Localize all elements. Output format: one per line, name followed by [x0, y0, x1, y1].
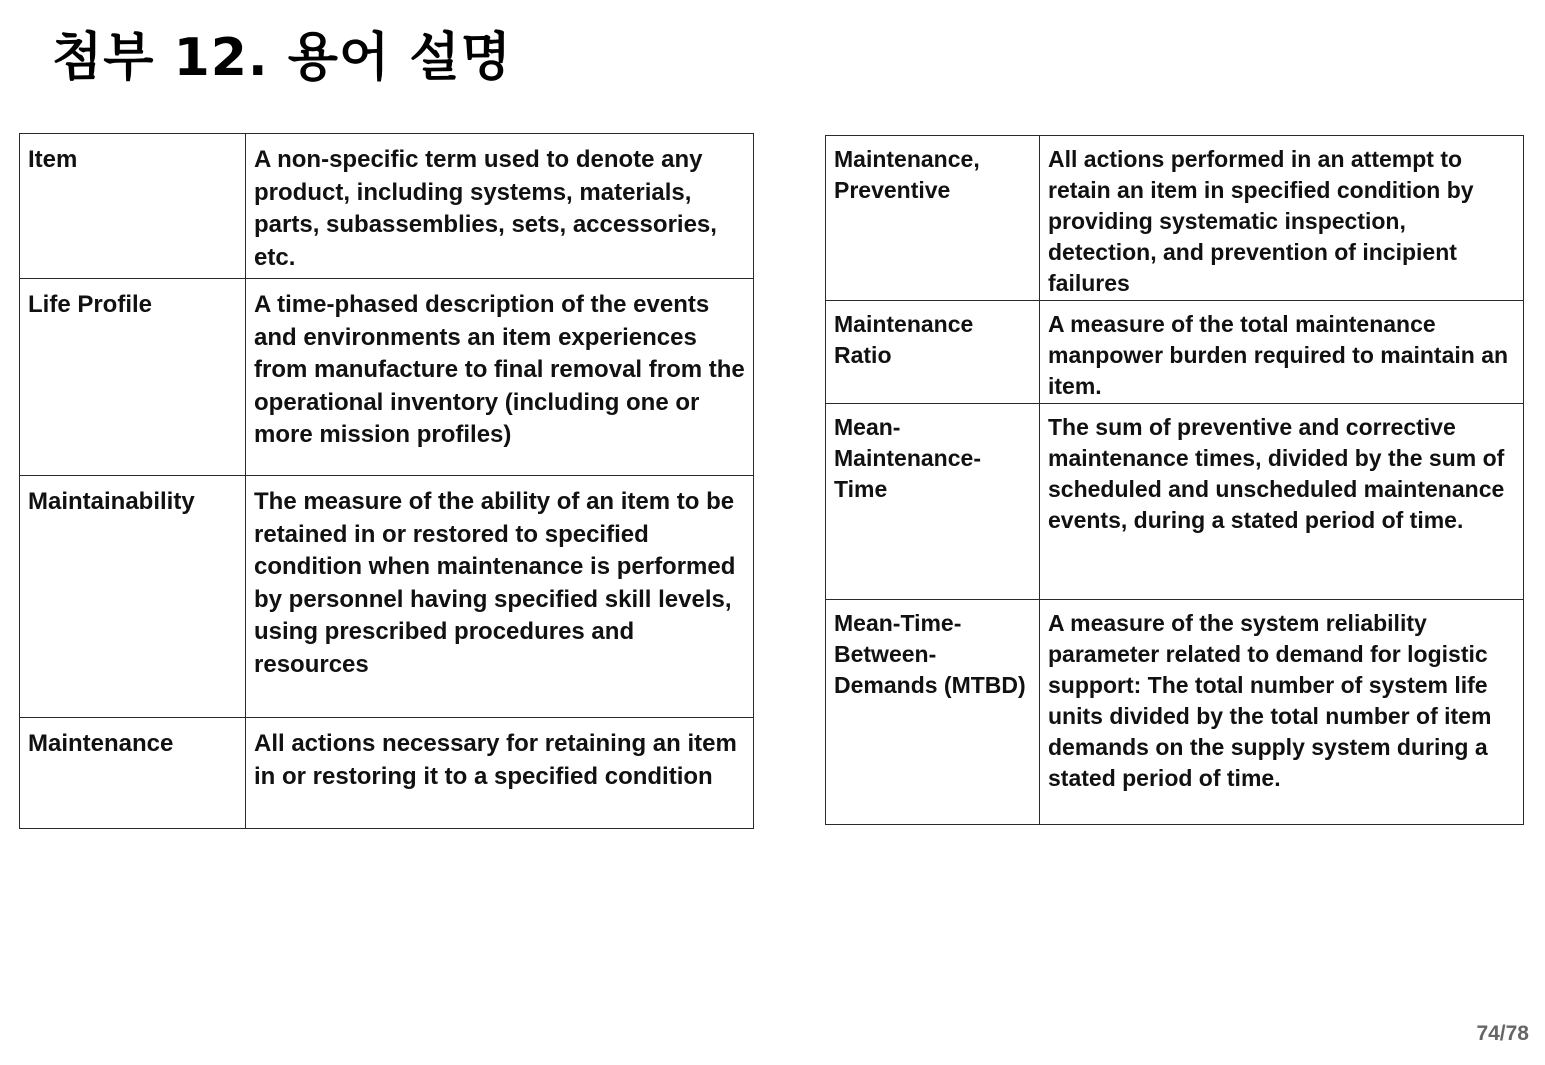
glossary-table-right: [825, 135, 1524, 825]
table-row: [20, 476, 754, 718]
table-row: [20, 279, 754, 476]
definition-cell: A time-phased description of the events and environments an item experiences from manufacture to final removal from the operational inventory (including one or more mission profiles): [246, 279, 754, 476]
table-row: [826, 301, 1524, 404]
term-cell: Maintainability: [20, 476, 246, 718]
page-title: 첨부 12. 용어 설명: [52, 28, 512, 88]
definition-cell: All actions necessary for retaining an item in or restoring it to a specified condition: [246, 718, 754, 829]
table-row: [20, 134, 754, 279]
definition-cell: The measure of the ability of an item to be retained in or restored to specified condition when maintenance is performed by personnel having specified skill levels, using prescribed procedures and resources: [246, 476, 754, 718]
term-cell: Mean-Maintenance-Time: [826, 404, 1040, 600]
table-row: [826, 136, 1524, 301]
term-cell: Maintenance: [20, 718, 246, 829]
definition-cell: A non-specific term used to denote any product, including systems, materials, parts, subassemblies, sets, accessories, etc.: [246, 134, 754, 279]
definition-cell: A measure of the total maintenance manpower burden required to maintain an item.: [1040, 301, 1524, 404]
term-cell: Mean-Time-Between-Demands (MTBD): [826, 600, 1040, 825]
table-row: [826, 404, 1524, 600]
table-row: [20, 718, 754, 829]
definition-cell: The sum of preventive and corrective maintenance times, divided by the sum of scheduled and unscheduled maintenance events, during a stated period of time.: [1040, 404, 1524, 600]
term-cell: Life Profile: [20, 279, 246, 476]
glossary-table-left: [19, 133, 754, 829]
term-cell: Item: [20, 134, 246, 279]
table-row: [826, 600, 1524, 825]
page-number: 74/78: [1476, 1022, 1529, 1045]
definition-cell: A measure of the system reliability parameter related to demand for logistic support: The total number of system life units divided by the total number of item demands on the supply system during a stated period of time.: [1040, 600, 1524, 825]
term-cell: Maintenance, Preventive: [826, 136, 1040, 301]
term-cell: Maintenance Ratio: [826, 301, 1040, 404]
definition-cell: All actions performed in an attempt to retain an item in specified condition by providing systematic inspection, detection, and prevention of incipient failures: [1040, 136, 1524, 301]
